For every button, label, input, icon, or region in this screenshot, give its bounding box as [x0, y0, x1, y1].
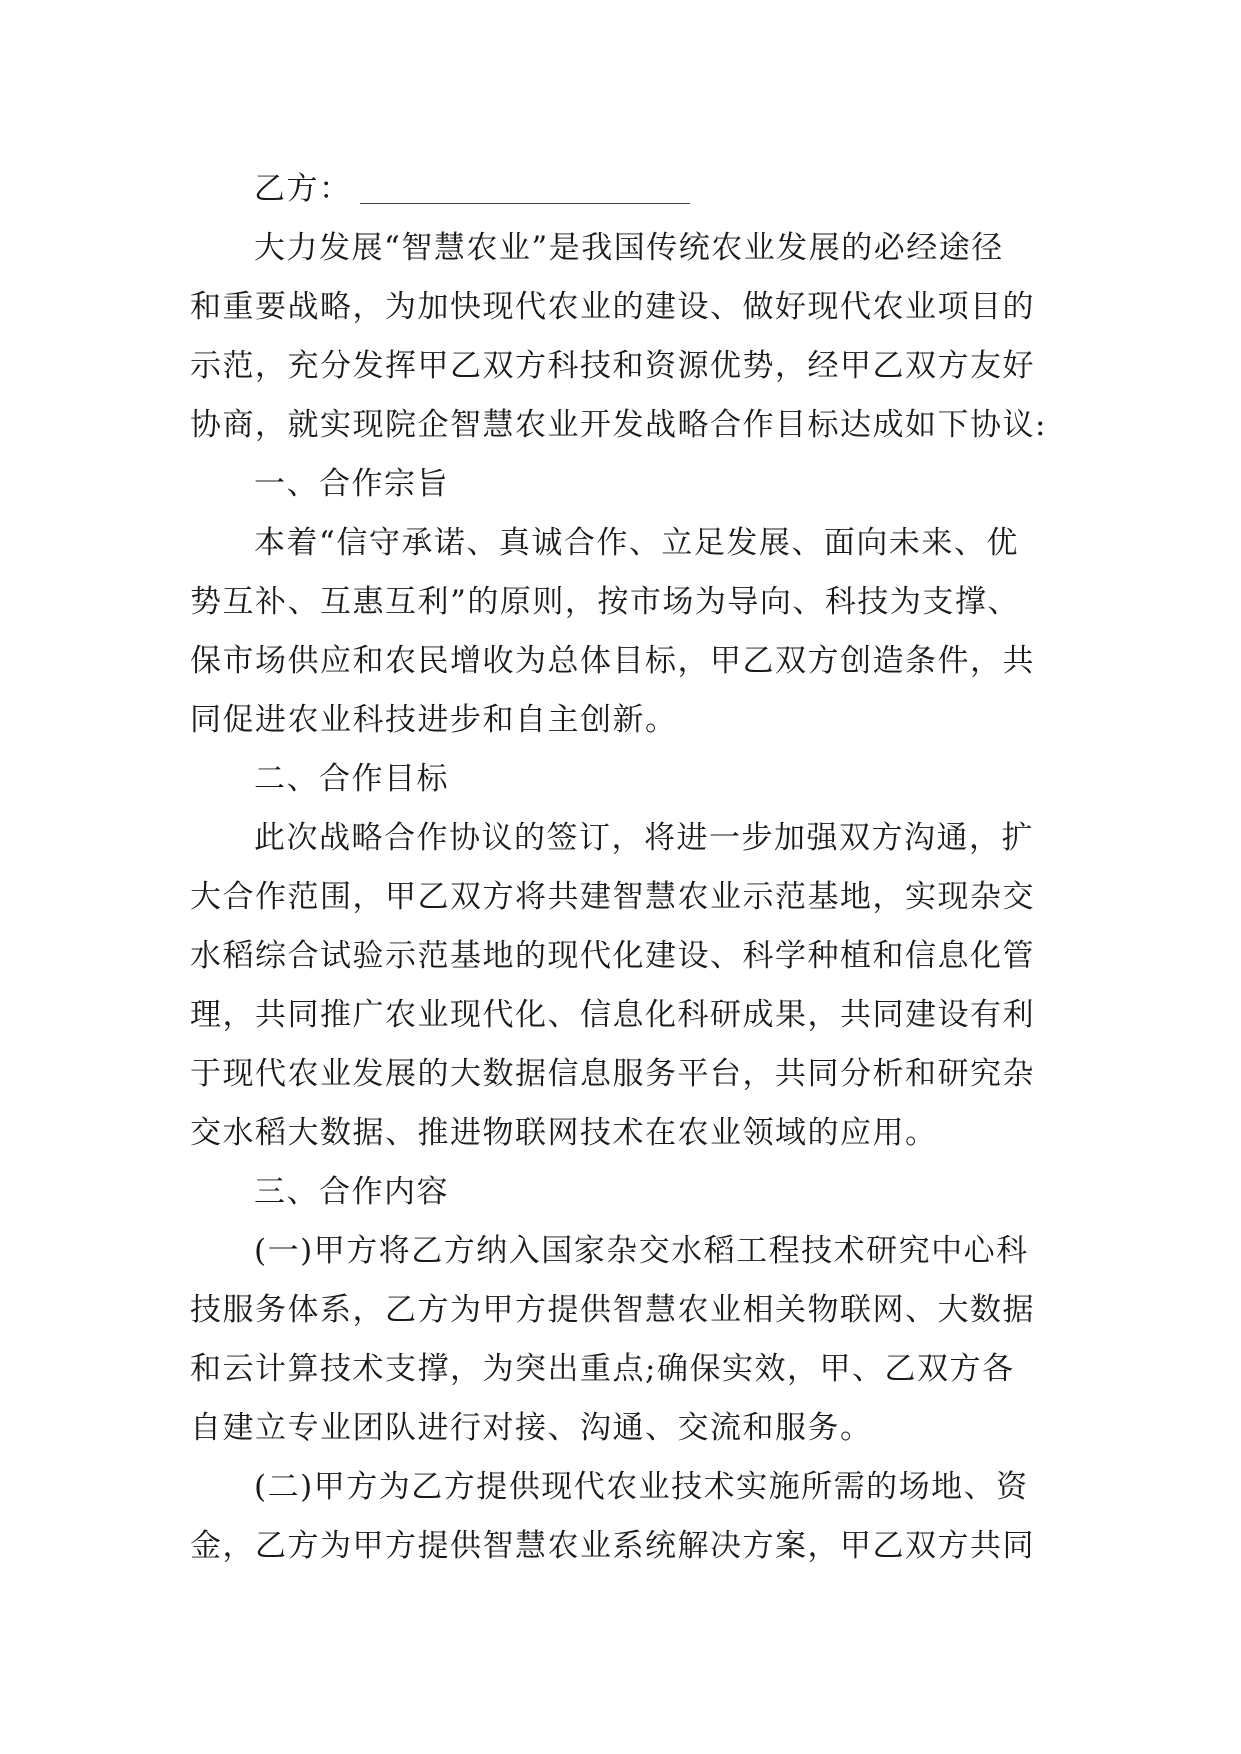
text-line: (二)甲方为乙方提供现代农业技术实施所需的场地、资 — [254, 1469, 1029, 1505]
text-line: 技服务体系，乙方为甲方提供智慧农业相关物联网、大数据 — [190, 1292, 1035, 1328]
text-line: 自建立专业团队进行对接、沟通、交流和服务。 — [190, 1410, 873, 1446]
text-line: 理，共同推广农业现代化、信息化科研成果，共同建设有利 — [190, 997, 1035, 1033]
text-line: 本着“信守承诺、真诚合作、立足发展、面向未来、优 — [254, 525, 1019, 561]
text-line: 交水稻大数据、推进物联网技术在农业领域的应用。 — [190, 1115, 938, 1151]
text-line: 水稻综合试验示范基地的现代化建设、科学种植和信息化管 — [190, 938, 1035, 974]
text-line: 同促进农业科技进步和自主创新。 — [190, 702, 678, 738]
text-line: 协商，就实现院企智慧农业开发战略合作目标达成如下协议: — [190, 407, 1047, 443]
text-line: 一、合作宗旨 — [254, 466, 449, 502]
text-line: 势互补、互惠互利”的原则，按市场为导向、科技为支撑、 — [190, 584, 1020, 620]
text-line: 金，乙方为甲方提供智慧农业系统解决方案，甲乙双方共同 — [190, 1528, 1035, 1564]
party-b-line — [190, 160, 1052, 219]
party-b-label: 乙方： — [254, 171, 352, 207]
paragraph-lines — [190, 219, 1052, 1576]
text-line: 示范，充分发挥甲乙双方科技和资源优势，经甲乙双方友好 — [190, 348, 1035, 384]
text-line: 和云计算技术支撑，为突出重点;确保实效，甲、乙双方各 — [190, 1351, 1015, 1387]
text-line: 大合作范围，甲乙双方将共建智慧农业示范基地，实现杂交 — [190, 879, 1035, 915]
text-line: 大力发展“智慧农业”是我国传统农业发展的必经途径 — [254, 230, 1004, 266]
text-line: 保市场供应和农民增收为总体目标，甲乙双方创造条件，共 — [190, 643, 1035, 679]
text-line: 此次战略合作协议的签订，将进一步加强双方沟通，扩 — [254, 820, 1034, 856]
text-line: 于现代农业发展的大数据信息服务平台，共同分析和研究杂 — [190, 1056, 1035, 1092]
text-line: 二、合作目标 — [254, 761, 449, 797]
party-b-blank — [360, 163, 690, 204]
text-line: 和重要战略，为加快现代农业的建设、做好现代农业项目的 — [190, 289, 1035, 325]
document-body — [190, 160, 1052, 1576]
text-line: (一)甲方将乙方纳入国家杂交水稻工程技术研究中心科 — [254, 1233, 1029, 1269]
text-line: 三、合作内容 — [254, 1174, 449, 1210]
